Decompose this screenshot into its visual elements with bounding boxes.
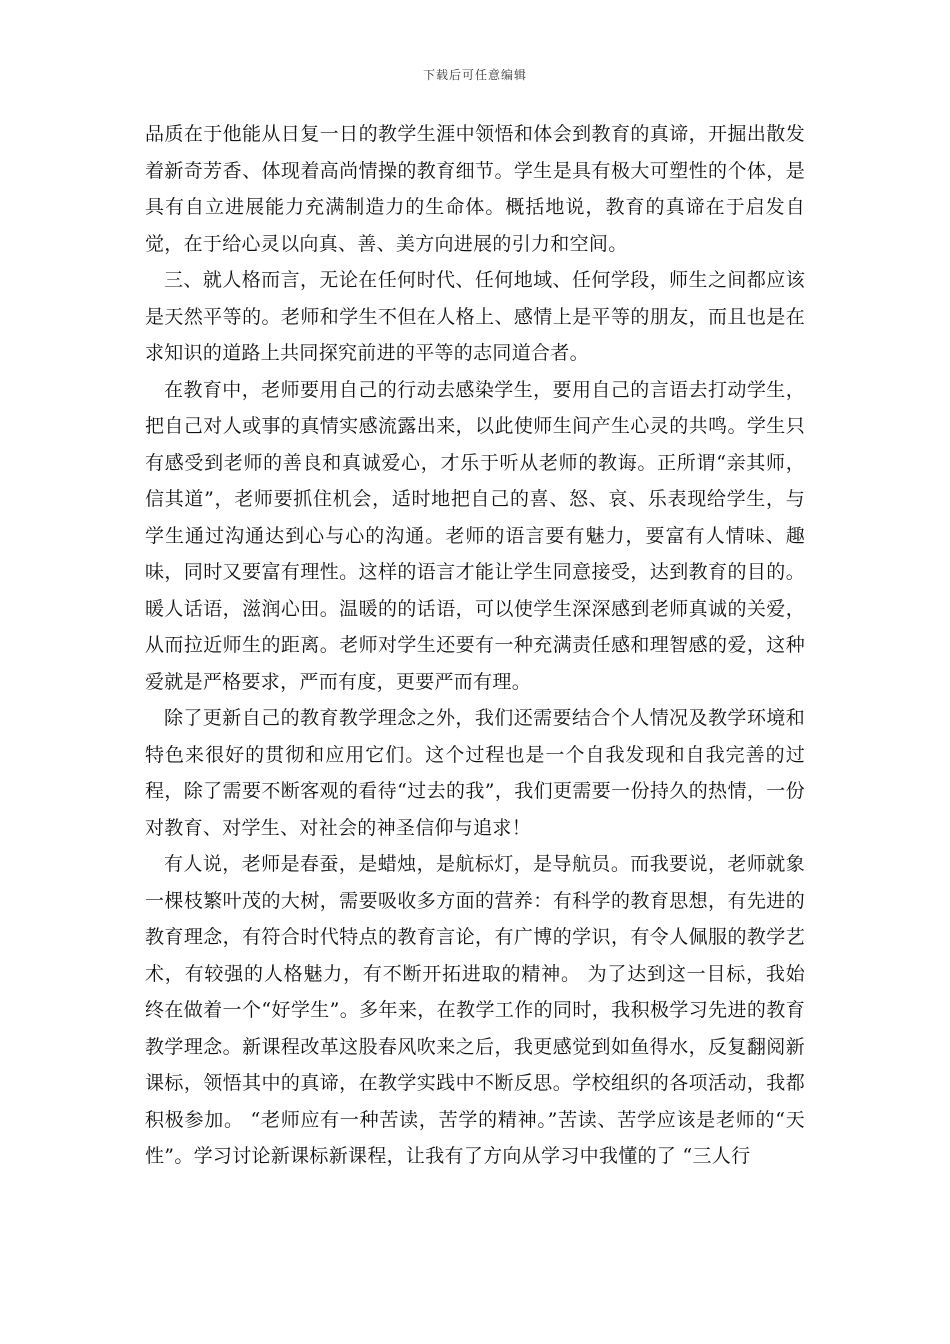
paragraph-continuation: 品质在于他能从日复一日的教学生涯中领悟和体会到教育的真谛，开掘出散发着新奇芳香、体现着高尚情操的教育细节。学生是具有极大可塑性的个体，是具有自立进展能力充满制造力的生命体。概括地说，教育的真谛在于启发自觉，在于给心灵以向真、善、美方向进展的引力和空间。 [145, 123, 805, 255]
paragraph-teacher-tree: 有人说，老师是春蚕，是蜡烛，是航标灯，是导航员。而我要说，老师就象一棵枝繁叶茂的大树，需要吸收多方面的营养：有科学的教育思想，有先进的教育理念，有符合时代特点的教育言论，有广博的学识，有令人佩服的教学艺术，有较强的人格魅力，有不断开拓进取的精神。 为了达到这一目标，我始终在做着一个“好学生”。多年来，在教学工作的同时，我积极学习先进的教育教学理念。新课程改革这股春风吹来之后，我更感觉到如鱼得水，反复翻阅新课标，领悟其中的真谛，在教学实践中不断反思。学校组织的各项活动，我都积极参加。 “老师应有一种苦读，苦学的精神。”苦读、苦学应该是老师的“天性”。学习讨论新课标新课程，让我有了方向从学习中我懂的了 “三人行 [145, 853, 805, 1167]
page-header: 下载后可任意编辑 [422, 68, 527, 82]
document-body [145, 116, 805, 1175]
paragraph-update-concepts: 除了更新自己的教育教学理念之外，我们还需要结合个人情况及教学环境和特色来很好的贯彻和应用它们。这个过程也是一个自我发现和自我完善的过程，除了需要不断客观的看待“过去的我”，我们更需要一份持久的热情，一份对教育、对学生、对社会的神圣信仰与追求！ [145, 707, 805, 839]
paragraph-personality: 三、就人格而言，无论在任何时代、任何地域、任何学段，师生之间都应该是天然平等的。老师和学生不但在人格上、感情上是平等的朋友，而且也是在求知识的道路上共同探究前进的平等的志同道合者。 [145, 269, 805, 364]
paragraph-education: 在教育中，老师要用自己的行动去感染学生，要用自己的言语去打动学生，把自己对人或事的真情实感流露出来，以此使师生间产生心灵的共鸣。学生只有感受到老师的善良和真诚爱心，才乐于听从老师的教诲。正所谓“亲其师，信其道”，老师要抓住机会，适时地把自己的喜、怒、哀、乐表现给学生，与学生通过沟通达到心与心的沟通。老师的语言要有魅力，要富有人情味、趣味，同时又要富有理性。这样的语言才能让学生同意接受，达到教育的目的。暖人话语，滋润心田。温暖的的话语，可以使学生深深感到老师真诚的关爱，从而拉近师生的距离。老师对学生还要有一种充满责任感和理智感的爱，这种爱就是严格要求，严而有度，更要严而有理。 [145, 378, 805, 693]
